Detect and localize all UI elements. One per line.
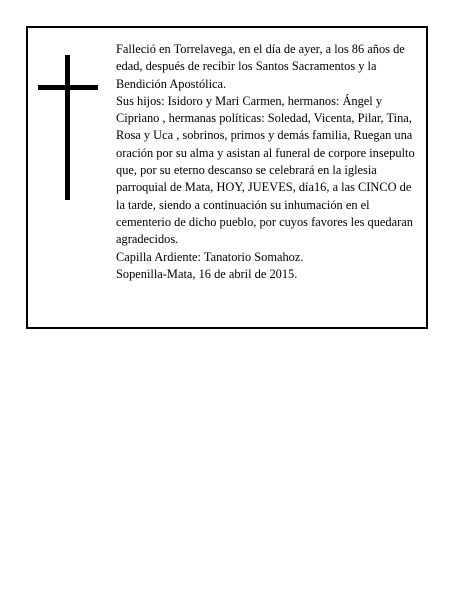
place-date-paragraph: Sopenilla-Mata, 16 de abril de 2015. [116, 266, 298, 281]
cross-horizontal-bar [38, 85, 98, 90]
cross-icon [38, 55, 98, 200]
notice-text-block [116, 41, 422, 283]
chapel-paragraph: Capilla Ardiente: Tanatorio Somahoz. [116, 249, 304, 264]
announcement-paragraph: Falleció en Torrelavega, en el día de ayer, a los 86 años de edad, después de recibir los Santos Sacramentos y la Bendición Apostólica. [116, 42, 405, 91]
cross-vertical-bar [65, 55, 70, 200]
obituary-notice [26, 26, 428, 329]
family-and-funeral-paragraph: Sus hijos: Isidoro y Mari Carmen, hermanos: Ángel y Cipriano , hermanas políticas: Soledad, Vicenta, Pilar, Tina, Rosa y Uca , sobrinos, primos y demás familia, Ruegan una oración por su alma y asistan al funeral de corpore insepulto que, por su eterno descanso se celebrará en la iglesia parroquial de Mata, HOY, JUEVES, día16, a las CINCO de la tarde, siendo a continuación su inhumación en el cementerio de dicho pueblo, por cuyos favores les quedaran agradecidos. [116, 93, 415, 247]
